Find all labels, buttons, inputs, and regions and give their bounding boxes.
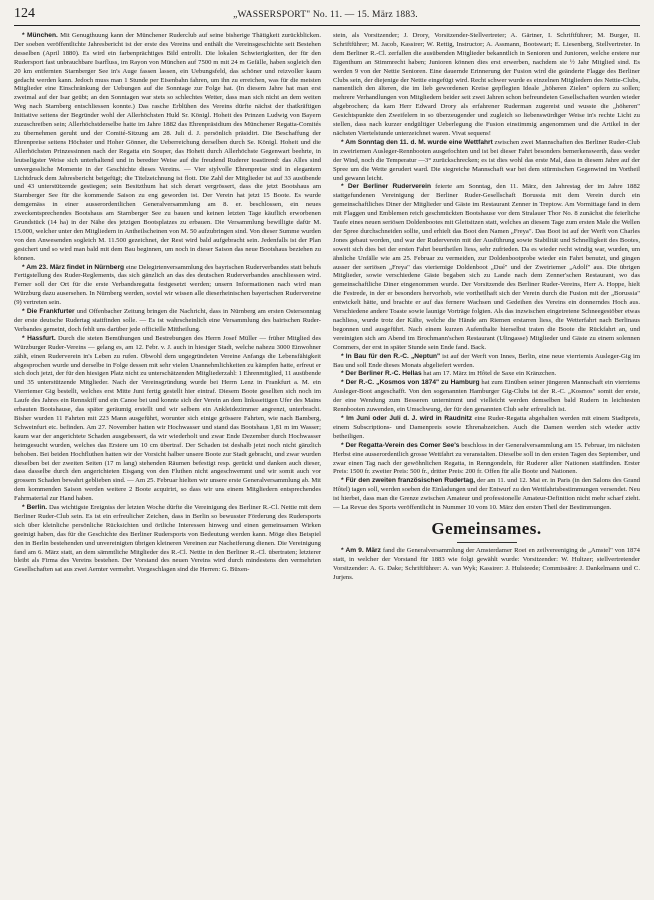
- article-paragraph: [333, 353, 640, 371]
- section-title: Gemeinsames.: [431, 518, 542, 538]
- article-paragraph: [333, 139, 640, 184]
- article-paragraph: [14, 335, 321, 504]
- article-paragraph: [333, 415, 640, 442]
- article-paragraph: [333, 183, 640, 352]
- right-column-body: [333, 32, 640, 513]
- article-text: hat zum Einüben seiner jüngeren Mannschaft ein vierriems Ausleger-Boot angeschafft. Von den sogenannten Hamburger Gig-Clubs ist der R.-C. „Kosmos" somit der erste, der eine Wendung zum Besseren unternimmt und vielleicht werden demselben bald Rudern in leichtesten Rennbooten zuwenden, ein Umschwung, der für den genannten Club sehr erfreulich ist.: [333, 379, 640, 414]
- article-paragraph: [333, 32, 640, 139]
- article-lead: * Hassfurt.: [22, 334, 56, 342]
- article-lead: * Am 23. März findet in Nürnberg: [22, 263, 125, 271]
- article-text: feierte am Sonntag, den 11. März, den Jahrestag der im Jahre 1882 stattgefundenen Vereinigung der Berliner Ruder-Gesellschaft Borussia mit dem Verein durch ein gemeinschaftliches Diner der Mitglieder und Gäste im Restaurant Zenner in Treptow. Am Vormittage fand in dem mit Flaggen und Emblemen reich geschmückten Bootshause vor dem Stralauer Thor No. 8 zunächst die feierliche Taufe eines neuen seriösen Doldenbootes mit Gleitsitzen statt, welches an diesem Tage zum ersten Male die Wellen der Spree durchschneiden sollte, und erhielt das Boot den Namen „Freya". Das Boot ist auf der Werft von Charles Jones gebaut worden, und war der Ruderverein mit der Ausführung sowie Stabilität und Schnelligkeit des Bootes, soweit sich dies bei der ersten Fahrt beurtheilen liess, sehr zufrieden. Da es wieder recht windig war, wurden, um ähnliche Unfälle wie am 25. Februar zu vermeiden, zur Doldenbootprobe wieder ein Fahrt benutzt, und gingen ausser der seriösen „Freya" das vieriemige Doldenboot „Dué" und der Zweiriemer „Adolf" aus. Die übrigen Mitglieder, sowie verschiedene Gäste begaben sich zu Lande nach dem Zenner'schen Restaurant, wo das gemeinschaftliche Diner eingenommen wurde. Der Vorsitzende des Berliner Ruder-Vereins, Herr A. Hoppe, hielt die Festrede, in der er besonders hervorhob, wie vortheilhaft sich der Verein durch die Fusion mit der „Borussia" entwickelt hätte, und brachte er auf das fernere Wachsen und Gedeihen des Vereins ein donnerndes Hoch aus. Verschiedene andere Toaste sowie launige Vorträge folgten. Als das inzwischen eingetretene Schneegestöber etwas nachliess, wurde trotz der Kälte, welche die Hände am Riemen erstarren liess, die Wetterfahrt nach Berlinaus begonnen und ausgeführt. Nach einem kurzen Aufenthalte hierselbst traten die Boote die Rückfahrt an, und vereinigten sich am Abend im Brochmann'schen Restaurant (Ulingasse) Mitglieder und Gäste zu einem solennen Commers, der erst in später Stunde sein Ende fand. Back.: [333, 183, 640, 351]
- article-lead: * In Bau für den R.-C. „Neptun": [341, 352, 441, 360]
- article-text: stein, als Vorsitzender; J. Drory, Vorsitzender-Stellvertreter; A. Gärtner, I. Schriftführer; M. Burger, II. Schriftführer; M. Jacob, Kassirer; W. Rettig, Instructor; A. Assmann, Bootswart; E. Liesenberg, Stellvertreter. In dem Berliner R.-Cl. zerfallen die ausübenden Mitglieder bekanntlich in Senioren und Junioren, welche erstere nur Eigenthum an Stimmrecht haben; Junioren können dies erst erwerben, nachdem sie ½ Jahr Mitglied sind. Es werden 9 von der Nettie Senioren. Eine dauernde Erinnerung der Fusion wird die geänderte Flagge des Berliner Clubs sein, der diejenige der Nettie eingefügt wird. Recht schwer wurde es einzelnen Mitgliedern des Nettie-Clubs, namentlich den älteren, die im lieb gewordenen Kreise gepflegten Ideale „höheren Zielen" opfern zu sollen; mehrere Verhandlungen von Mitgliedern beider seit zwei Jahren schon befreundeten Gesellschaften wurden wieder abgebrochen; da kam Herr Edward Drory als erfahrener Ruderman zugereist und wusste die „höheren" Gesichtspunkte den Zweifelern in so überzeugender und zugleich so liebenswürdiger Weise in's rechte Licht zu stellen, dass nach kurzer endgültiger Ueberlegung die Fusion einstimmig angenommen und die Artikel in der nächsten Viertelstunde unterzeichnet waren. Vivat sequens!: [333, 32, 640, 137]
- article-lead: * Der Regatta-Verein des Comer See's: [341, 441, 460, 449]
- page-number: 124: [14, 6, 35, 21]
- section-body: [333, 547, 640, 583]
- article-lead: * Am Sonntag den 11. d. M. wurde eine Wettfahrt: [341, 138, 493, 146]
- page-header: [14, 6, 640, 26]
- right-column: [333, 32, 640, 887]
- article-text: beschloss in der Generalversammlung am 15. Februar, im nächsten Herbst eine ausserordentlich grosse Wettfahrt zu veranstalten. Dieselbe soll in den ersten Tagen des September, und zwar einen Tag nach der gewöhnlichen Regatta, in Renngondeln, für Ruderer aller Nationen stattfinden. Erster Preis: 1500 fr. zweiter Preis: 500 fr., dritter Preis: 200 fr. Offen für alle Boote und Nationen.: [333, 441, 640, 476]
- article-text: eine Ruder-Regatta abgehalten werden mit einem Stadtpreis, einem Subscriptions- und Damenpreis sowie Ehrenabzeichen. Auch die Damen werden sich wieder activ betheiligen.: [333, 414, 640, 440]
- article-paragraph: [333, 547, 640, 583]
- article-lead: * München.: [22, 32, 58, 39]
- article-lead: * Berlin.: [22, 504, 48, 512]
- article-text: ist auf der Werft von Innes, Berlin, eine neue vierriemis Ausleger-Gig im Bau und soll Ende dieses Monats abgeliefert werden.: [333, 352, 640, 369]
- article-paragraph: [14, 308, 321, 335]
- article-text: Durch die steten Bemühungen und Bestrebungen des Herrn Josef Müller — früher Mitglied des Würzburger Ruder-Vereins — gelang es, am 12. Febr. v. J. auch in hiesiger Stadt, welche nahezu 3000 Einwohner zählt, einen Ruderverein in's Leben zu rufen. Obwohl dem ungegründeten Vereine Anfangs die Lebensfähigkeit abgesprochen wurde und derselbe in Folge dessen mit sehr vielen Unannehmlichkeiten zu kämpfen hatte, erfreut er sich doch jetzt, der für den hiesigen Platz nicht zu unterschätzenden Mitgliederzahl: 1 Ehrenmitglied, 11 ausübende und 35 unterstützende Mitglieder. Nach der Vereinsgründung wurde bei Herrn Lenz in Frankfurt a. M. ein Vierriemer Gig bestellt, welches erst Mitte Juni fertig gestellt hier eintraf. Diesem Boote gesellten sich noch im Laufe des Jahres ein Rennskiff und ein Canoe bei und konnte sich der Verein an dem linksseitigen Ufer des Mains erbauten Bootshause, das später geräumig erstellt und wir selbem ein Ankleidezimmer angrenzt, unterbracht. Bisher wurden 11 Fahrten mit 223 Mann ausgeführt, worunter sich einige grössere Fahrten, wie nach Bamberg, Schweinfurt etc. befinden. Am 27. November hatten wir Hochwasser und stand das Bootshaus 1,81 m im Wasser; kaum war der angerichtete Schaden ausgebessert, da wir wiederholt und zwar Ende Dezember durch Hochwasser heimgesucht wurden, welches das Erstere um 10 cm übertraf. Der Schaden ist deshalb jetzt noch nicht gänzlich behoben. Bei beiden Hochfluthen hatten wir der Vorsicht halber unsere Boote zur Stadt gebracht, und zwar wurden dieselben bei der zweiten Seiten (17 m lang) stehenden Räumen befestigt resp. gerückt und danken auch dieser, dass dasselbe durch den angerichteten Eisgang von den Fluthen nicht angeschwemmt und wir somit auch vor grossem Schaden bewahrt geblieben sind. — Am 25. Februar hielten wir unsere erste Generalversammlung ab. Mit dem kommenden Saison werden weitere 2 Boote acquirirt, so dass wir uns einem Mitgliedern entsprechendes Fahrmaterial zur Hand haben.: [14, 334, 321, 503]
- article-paragraph: [333, 477, 640, 513]
- article-lead: * Am 9. März: [341, 546, 381, 554]
- section-rule: [457, 542, 517, 543]
- article-text: Das wichtigste Ereigniss der letzten Woche dürfte die Vereinigung des Berliner R.-Cl. Nettie mit dem Berliner Ruder-Club sein. Es ist ein erfreulicher Zeichen, dass in Berlin so bewusster Förderung des Rudersports sich über kleinliche persönliche Rücksichten und örtliche Interessen hinweg und einen gemeinsamen Wirken geeinigt haben, das für die Geschichte des Berliner Rudersports von Bedeutung werden kann. Möge dies Beispiel den in Berlin bestehenden und unvereinigten übrigen kleineren Vereinen zur Nacheiferung dienen. Die Vereinigung fand am 6. März statt, an dem sämmtliche Mitglieder des R.-Cl. Nettie in den Berliner R.-Cl. übertraten; letzterer bleibt als Firma des Vereins bestehen. Der Vorstand des neuen Vereins wird durch mindestens den vermehrten Gesellschaften sat aus zwei Aemter vermehrt. Vorgeschlagen sind die Herren: G. Büxen-: [14, 504, 321, 574]
- article-paragraph: [333, 442, 640, 478]
- article-lead: * Für den zweiten französischen Rudertag,: [341, 477, 476, 485]
- article-text: hat am 17. März im Hôtel de Saxe ein Kränzchen.: [421, 370, 557, 378]
- article-paragraph: [333, 379, 640, 415]
- article-paragraph: [333, 370, 640, 379]
- article-lead: * Der Berliner R.-C. Hellas: [341, 370, 422, 378]
- text-columns: [14, 32, 640, 887]
- article-lead: * Die Frankfurter: [22, 308, 75, 316]
- article-text: fand die Generalversammlung der Amsterdamer Roei en zeilvereeniging de „Amstel" von 1874 statt, in welcher der Vorstand für 1883 wie folgt gewählt wurde: Vorsitzender: W. Hultzer; stellvertretender Vorsitzender: A. G. Dake; Schriftführer: A. van Wyk; Kassirer: J. Hulsteede; Commissäre: J. Dankelmann und C. Jurjens.: [333, 546, 640, 581]
- article-text: und Offenbacher Zeitung bringen die Nachricht, dass in Nürnberg am ersten Ostersonntag der erste deutsche Rudertag stattfinden solle. — Es ist wahrscheinlich eine Versammlung des bairischen Ruder-Verbandes gemeint, doch fehlt uns darüber jede officielle Mittheilung.: [14, 308, 321, 333]
- article-text: der am 11. und 12. Mai er. in Paris (in den Salons des Grand Hôtel) tagen soll, werden soeben die Einladungen und der Entwurf zu den Wettfahrtsbestimmungen versendet. Neu ist hierbei, dass man die Grenze zwischen Amateur und professionelle Amateur-Definition nicht mehr scharf zieht. — La Revue des Sports veröffentlicht in Nummer 10 vom 10. März den ersten Theil der Bestimmungen.: [333, 477, 640, 512]
- article-lead: * Der Berliner Ruderverein: [341, 183, 431, 191]
- left-column: [14, 32, 321, 887]
- running-head: „WASSERSPORT" No. 11. — 15. März 1883.: [233, 10, 418, 20]
- article-paragraph: [14, 264, 321, 309]
- article-text: eine Delegirtenversammlung des bayrischen Ruderverbandes statt behufs Fertigstellung des Ruder-Reglements, das sich gänzlich an das des deutschen Ruderverbandes anschliessen wird. Ferner soll der Ort für die erste Verbandsregatta festgesetzt werden; unsern Informationen nach wird man Würzburg dazu ausersehen. In Nürnberg werden, soviel wir wissen alle dieserheinischen bayerischen Rudervereine (9) vertreten sein.: [14, 263, 321, 307]
- article-lead: * Im Juni oder Juli d. J. wird in Raudnitz: [341, 414, 473, 422]
- article-text: zwischen zwei Mannschaften des Berliner Ruder-Club in zweiriemen Ausleger-Rennbooten ausgefochten und ist bei dieser Fahrt besonders bemerkenswerth, dass weder der Wind, noch die Temperatur —3° zurückschrecken; es ist dies wohl das erste Mal, dass in diesem Jahre auf der Spree um die Wette gerudert ward. Die siegreiche Mannschaft war bei dem stürmischen Gegenwind im Vortheil und gewann leicht.: [333, 138, 640, 182]
- article-paragraph: [14, 504, 321, 575]
- article-lead: * Der R.-C. „Kosmos von 1874" zu Hamburg: [341, 379, 480, 387]
- article-paragraph: [14, 32, 321, 264]
- article-text: Mit Genugthuung kann der Münchener Ruderclub auf seine bisherige Thätigkeit zurückblicken. Der soeben veröffentlichte Jahresbericht ist der erste des Vereins und enthält die Vereinsgeschichte seit Bestehen desselben (April 1880). Es wird ein farbenprächtiges Bild entrollt. Die lokalen Schwierigkeiten, der für den Rudersport fast unbrauchbare Isarfluss, im Rayon von München auf 7500 m mit 24 m Gefälle, haben sogleich den 20 km entfernten Starnberger See in's Auge fassen lassen, ein Uebungsfeld, das schöner und reizvoller kaum gedacht werden kann. Jedoch muss man 1 Stunde per Eisenbahn fahren, um ihn zu erreichen, was für die meisten Mitglieder eine Einschränkung der Uebungen auf die Sonntage zur Folge hat. (In diesem Jahre hat man erst zweimal auf der Isar geübt; an den Sonntagen war stets so schlechtes Wetter, dass man sich nicht an dem weiten Weg nach Starnberg entschliessen konnte.) Das rasche Erblühen des Vereins dürfte nächst der thatkräftigen Initiative seitens der Begründer wohl der Allerhöchsten Huld Sr. Königl. Hoheit des Prinzen Ludwig von Bayern zuzuschreiben sein; Allerhöchstderselbe hatte im Jahre 1882 das Ehrenpräsidium des Münchener Regatta-Comités zu übernehmen geruht und der Comité-Sitzung am 28. Juli d. J. persönlich präsidirt. Die Beschaffung der Ehrenpreise seitens Höchster und Hoher Gönner, die Ueberreichung derselben durch Se. Königl. Hoheit und die Allerhöchsten Prinzessinnen nach der Regatta ein Souper, das Hoheit durch Allerhöchste Gegenwart beehrte, in leutseligster Weise sich unterhaltend und in beredter Weise auf die freudend Ruderer toastirend: das Alles sind unvergessliche Momente in der Geschichte dieses Vereins. — Vier stylvolle Ehrenpreise sind in elegantem Lichtdruck dem Jahresbericht beigefügt; die Titelzeichnung ist flott. Die Zahl der Mitglieder ist auf 33 ausübende und 43 unterstützende gestiegen; sein Besitzthum hat sich derart vergrössert, dass die jetzt Bootshaus am Starnberger See für die kommende Saison zu eng geworden ist. Der Verein hat jetzt 15 Boote. Es wurde demgemäss in einer ausserordentlichen Generalversammlung am 8. er. beschlossen, ein neues zweckentsprechendes Bootshaus am Starnberger See zu bauen und keinen letzten Tage käuflich erworbenen Grundstück (14 ha) in der Nähe des jetzigen Bootsplatzes zu erbauen. Die Versammlung bewilligte dafür M. 15.000, welcher unter den Mitgliedern in Antheilscheinen von M. 50 aufzubringen sind. Von dieser Summe wurden von den Anwesenden sogleich M. 11.500 gezeichnet, der Rest wird bald aufgebracht sein. Jedenfalls ist der Plan gesichert und so wird man bald mit dem Bau beginnen, um noch in dieser Saison das neue Bootshaus beziehen zu können.: [14, 32, 321, 262]
